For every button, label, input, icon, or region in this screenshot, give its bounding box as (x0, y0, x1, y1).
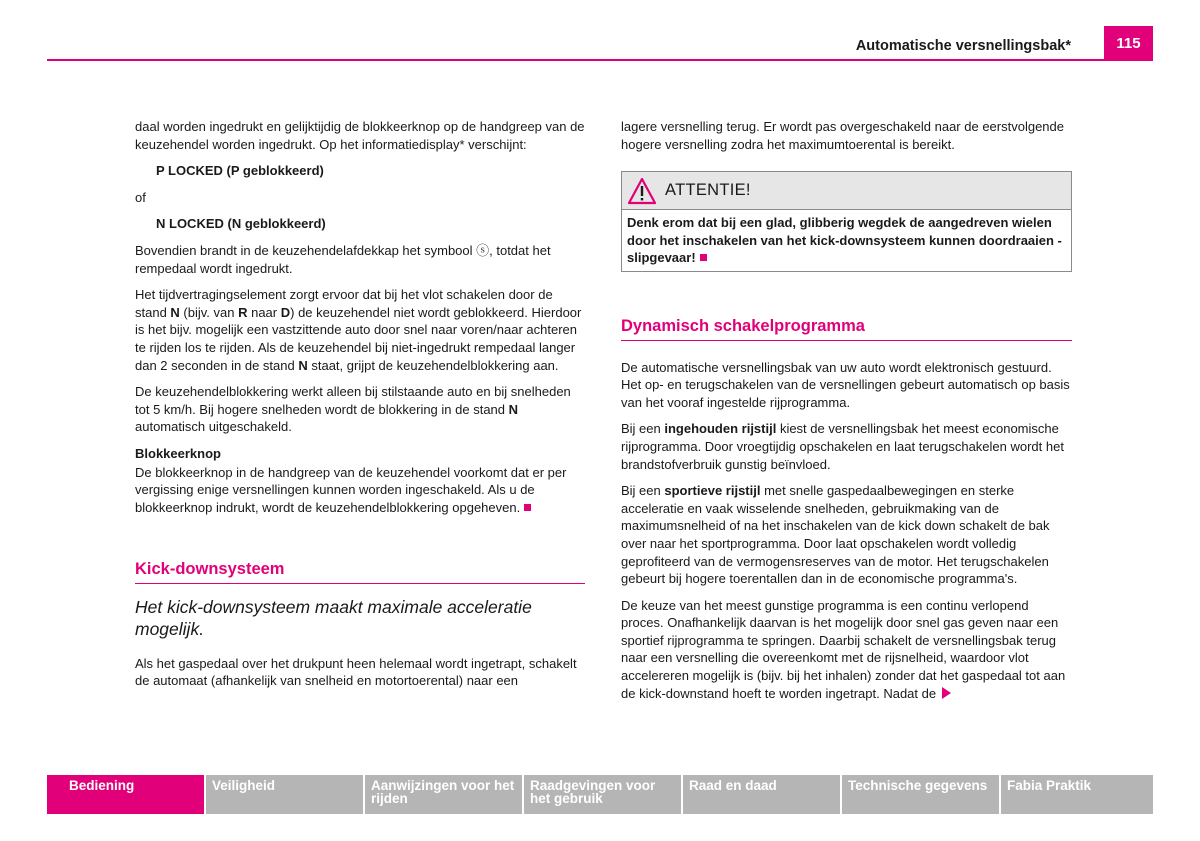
tab-aanwijzingen[interactable]: Aanwijzingen voor het rijden (365, 775, 524, 814)
tab-technische-gegevens[interactable]: Technische gegevens (842, 775, 1001, 814)
continue-arrow-icon (942, 687, 951, 699)
tab-veiligheid[interactable]: Veiligheid (206, 775, 365, 814)
left-column (135, 118, 585, 699)
warning-header (622, 172, 1071, 210)
section-title-dynamisch: Dynamisch schakelprogramma (621, 318, 1072, 341)
paragraph: Het tijdvertragingselement zorgt ervoor dat bij het vlot schakelen door de stand N (bijv. van R naar D) de keuzehendel niet wordt geblokkeerd. Hierdoor is het bijv. mogelijk een vastzittende auto door snel naar voren/naar achteren te rijden los te rijden. Als de keuzehendel bij niet-ingedrukt rempedaal langer dan 2 seconden in de stand N staat, grijpt de keuzehendelblokkering aan. (135, 287, 582, 373)
end-mark-icon (700, 254, 707, 261)
paragraph: lagere versnelling terug. Er wordt pas overgeschakeld naar de eerstvolgende hogere versnelling zodra het maximumtoerental is bereikt. (621, 119, 1064, 152)
paragraph: De blokkeerknop in de handgreep van de keuzehendel voorkomt dat er per vergissing enige versnellingen kunnen worden ingeschakeld. Als u de blokkeerknop indrukt, wordt de keuzehendelblokkering opgeheven. (135, 464, 567, 515)
section-intro: Het kick-downsysteem maakt maximale acceleratie mogelijk. (135, 596, 532, 639)
subheading-blokkeerknop: Blokkeerknop (135, 445, 221, 461)
page-number: 115 (1104, 26, 1153, 61)
header-rule (47, 59, 1153, 61)
tab-raad-en-daad[interactable]: Raad en daad (683, 775, 842, 814)
right-column (621, 118, 1072, 711)
warning-label: ATTENTIE! (665, 180, 751, 199)
display-message-n-locked: N LOCKED (N geblokkeerd) (156, 216, 326, 232)
footer-nav (47, 775, 1153, 814)
paragraph: Bij een ingehouden rijstijl kiest de versnellingsbak het meest economische rijprogramma. Door vroegtijdig opschakelen en laat terugschakelen wordt het brandstofverbruik gunstig beïnvloed. (621, 421, 1064, 472)
paragraph: De keuzehendelblokkering werkt alleen bij stilstaande auto en bij snelheden tot 5 km/h. Bij hogere snelheden wordt de blokkering in de stand N automatisch uitgeschakeld. (135, 384, 571, 435)
tab-bediening[interactable]: Bediening (47, 775, 206, 814)
paragraph: Bij een sportieve rijstijl met snelle gaspedaalbewegingen en sterke acceleratie en vaak wisselende snelheden, gebruikmaking van de maximumsnelheid of na het inschakelen van de kick down schakelt de bak over naar het sportprogramma. Door laat opschakelen wordt volledig geprofiteerd van de vermogensreserves van de motor. Het terugschakelen gebeurt bij hogere toerentallen dan in de economische programma's. (621, 483, 1050, 587)
paragraph-or: of (135, 189, 146, 205)
paragraph: De automatische versnellingsbak van uw auto wordt elektronisch gestuurd. Het op- en terugschakelen van de versnellingen gebeurt automatisch op basis van het vooraf ingestelde rijprogramma. (621, 359, 1070, 410)
display-message-p-locked: P LOCKED (P geblokkeerd) (156, 163, 324, 179)
paragraph: Als het gaspedaal over het drukpunt heen helemaal wordt ingetrapt, schakelt de automaat (afhankelijk van snelheid en motortoerental) naar een (135, 655, 577, 689)
paragraph: daal worden ingedrukt en gelijktijdig de blokkeerknop op de handgreep van de keuzehendel worden ingedrukt. Op het informatiedisplay* verschijnt: (135, 119, 585, 152)
tab-raadgevingen[interactable]: Raadgevingen voor het gebruik (524, 775, 683, 814)
tab-fabia-praktik[interactable]: Fabia Praktik (1001, 775, 1153, 814)
paragraph: Bovendien brandt in de keuzehendelafdekkap het symbool ⓢ, totdat het rempedaal wordt ingedrukt. (135, 242, 551, 276)
warning-text: Denk erom dat bij een glad, glibberig wegdek de aangedreven wielen door het inschakelen van het kick-downsysteem kunnen doordraaien - slipgevaar! (627, 215, 1062, 266)
paragraph: De keuze van het meest gunstige programma is een continu verlopend proces. Onafhankelijk daarvan is het mogelijk door snel gas geven naar een sportief rijprogramma te springen. Daarbij schakelt de versnellingsbak terug naar een versnelling die overeenkomt met de rijsnelheid, waardoor vlot accelereren mogelijk is (bijv. bij het inhalen) zonder dat het gaspedaal tot aan de kick-downstand hoeft te worden ingetrapt. Nadat de (621, 597, 1066, 701)
end-mark-icon (524, 504, 531, 511)
chapter-title: Automatische versnellingsbak* (855, 38, 1071, 54)
warning-box (621, 171, 1072, 272)
section-title-kick-down: Kick-downsysteem (135, 561, 585, 584)
warning-triangle-icon (627, 177, 657, 205)
